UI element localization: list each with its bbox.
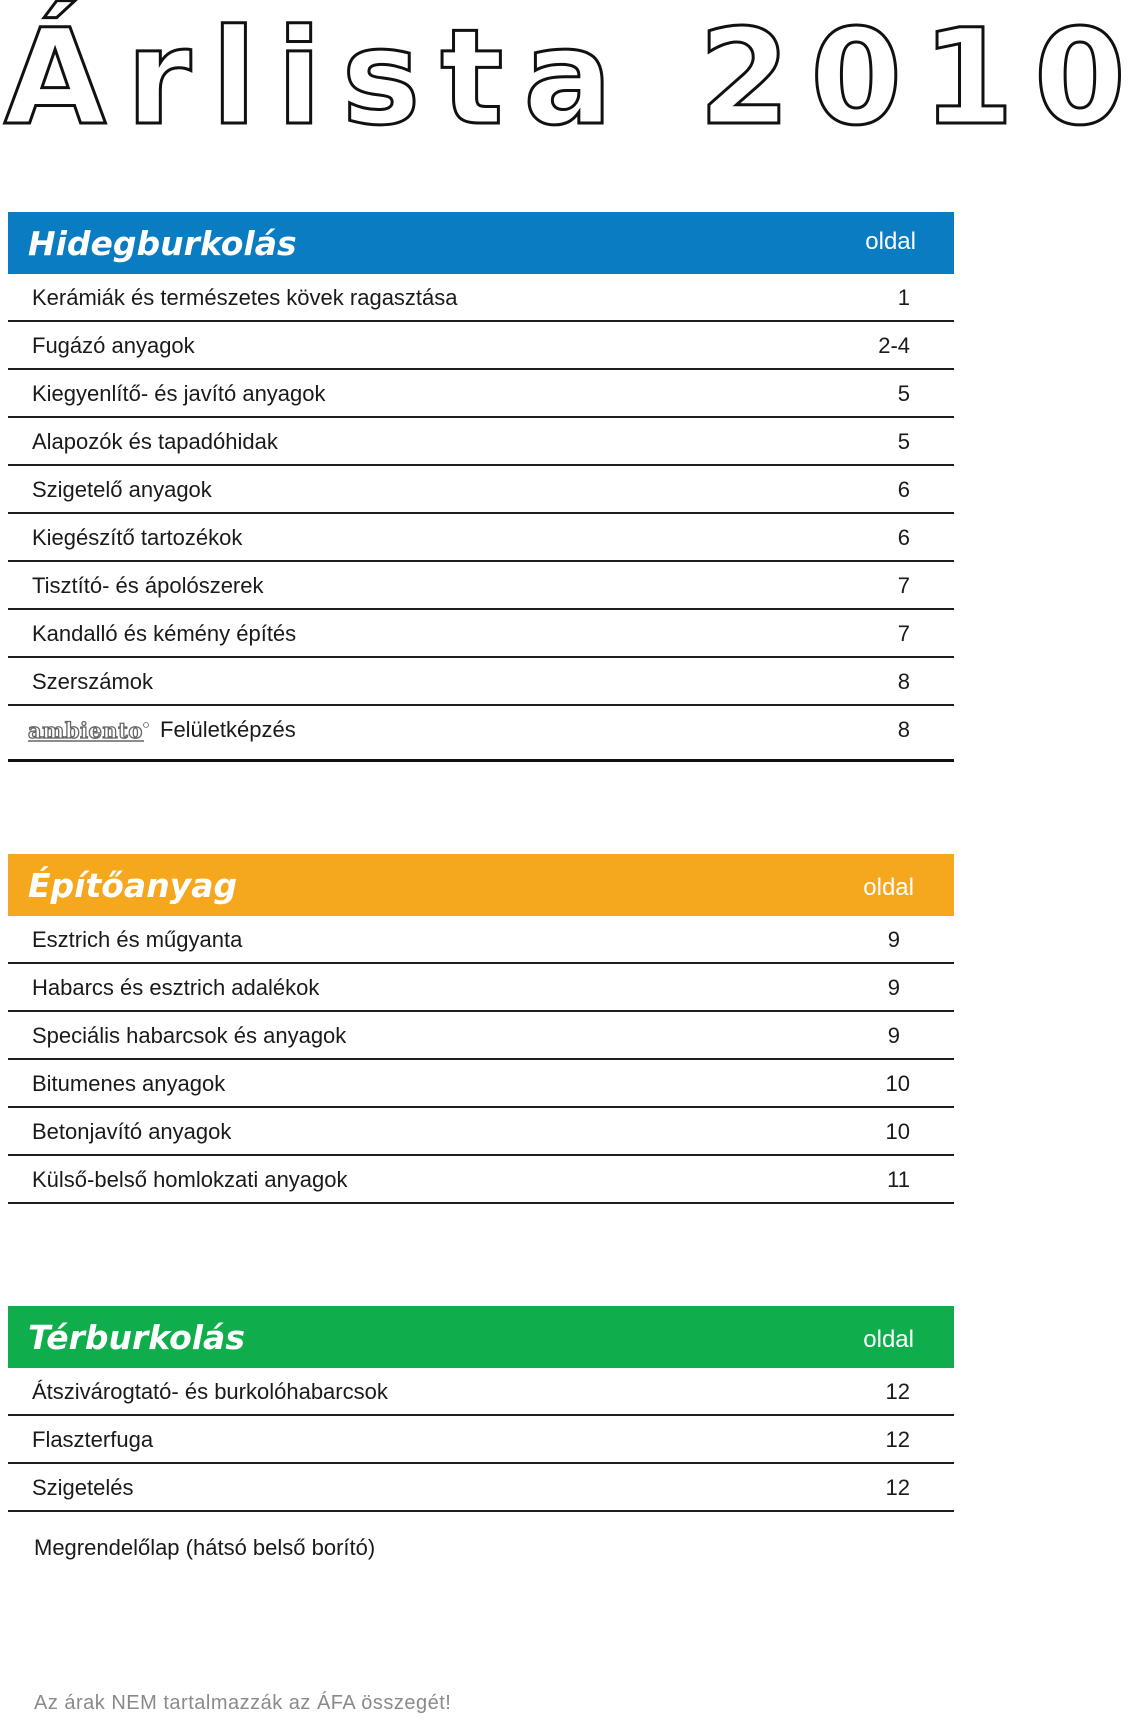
item-page-number: 7 — [897, 621, 910, 646]
list-item — [8, 466, 954, 514]
item-page-number: 1 — [897, 285, 910, 310]
list-item — [8, 514, 954, 562]
item-label: Kiegészítő tartozékok — [32, 525, 243, 550]
item-page-number: 6 — [897, 477, 910, 502]
section-header — [8, 854, 954, 916]
oldal-column-label: oldal — [865, 228, 916, 255]
item-label: Bitumenes anyagok — [32, 1071, 226, 1096]
item-label: Szerszámok — [32, 669, 154, 694]
section-header — [8, 212, 954, 274]
item-page-number: 8 — [897, 717, 910, 742]
item-label-with-logo — [28, 716, 296, 744]
item-label: Szigetelő anyagok — [32, 477, 212, 502]
item-page-number: 9 — [887, 927, 900, 952]
item-page-number: 7 — [897, 573, 910, 598]
page-title: Árlista 2010 — [4, 1, 1146, 155]
item-label: Átszivárogtató- és burkolóhabarcsok — [32, 1379, 388, 1404]
oldal-column-label: oldal — [863, 874, 914, 901]
item-page-number: 9 — [887, 1023, 900, 1048]
item-label: Fugázó anyagok — [32, 333, 195, 358]
list-item — [8, 1108, 954, 1156]
list-item — [8, 706, 954, 762]
item-label-text: Felületképzés — [160, 717, 296, 742]
item-label: Kandalló és kémény építés — [32, 621, 297, 646]
ambiento-logo — [28, 719, 150, 743]
item-page-number: 6 — [897, 525, 910, 550]
list-item — [8, 916, 954, 964]
list-item — [8, 1012, 954, 1060]
item-page-number: 11 — [887, 1167, 910, 1192]
list-item — [8, 964, 954, 1012]
section-terburkolas — [8, 1306, 954, 1512]
list-item — [8, 418, 954, 466]
item-label: Külső-belső homlokzati anyagok — [32, 1167, 348, 1192]
section-title: Építőanyag — [28, 866, 238, 905]
section-title: Térburkolás — [28, 1318, 245, 1357]
item-page-number: 5 — [897, 381, 910, 406]
list-item — [8, 1368, 954, 1416]
list-item — [8, 322, 954, 370]
section-title: Hidegburkolás — [28, 224, 297, 263]
item-page-number: 12 — [885, 1427, 910, 1452]
section-hidegburkolas — [8, 212, 954, 762]
item-label: Speciális habarcsok és anyagok — [32, 1023, 347, 1048]
list-item — [8, 1156, 954, 1204]
section-header — [8, 1306, 954, 1368]
list-item — [8, 1416, 954, 1464]
item-label: Tisztító- és ápolószerek — [32, 573, 264, 598]
item-page-number: 5 — [897, 429, 910, 454]
list-item — [8, 658, 954, 706]
list-item — [8, 1464, 954, 1512]
item-label: Flaszterfuga — [32, 1427, 154, 1452]
list-item — [8, 370, 954, 418]
item-label: Szigetelés — [32, 1475, 134, 1500]
item-label: Esztrich és műgyanta — [32, 927, 243, 952]
item-page-number: 10 — [885, 1071, 910, 1096]
section-epitoanyag — [8, 854, 954, 1204]
list-item — [8, 274, 954, 322]
list-item — [8, 610, 954, 658]
ambiento-logo-text: ambiento — [28, 718, 143, 744]
item-label: Betonjavító anyagok — [32, 1119, 232, 1144]
item-page-number: 8 — [897, 669, 910, 694]
item-label: Alapozók és tapadóhidak — [32, 429, 278, 454]
list-item — [8, 562, 954, 610]
item-page-number: 9 — [887, 975, 900, 1000]
item-label: Habarcs és esztrich adalékok — [32, 975, 320, 1000]
item-page-number: 2-4 — [878, 333, 910, 358]
item-label: Kiegyenlítő- és javító anyagok — [32, 381, 326, 406]
item-page-number: 12 — [885, 1379, 910, 1404]
item-page-number: 10 — [885, 1119, 910, 1144]
order-form-note: Megrendelőlap (hátsó belső borító) — [34, 1535, 376, 1560]
oldal-column-label: oldal — [863, 1326, 914, 1353]
item-page-number: 12 — [885, 1475, 910, 1500]
item-label: Kerámiák és természetes kövek ragasztása — [32, 285, 458, 310]
list-item — [8, 1060, 954, 1108]
vat-disclaimer: Az árak NEM tartalmazzák az ÁFA összegét! — [34, 1692, 452, 1714]
